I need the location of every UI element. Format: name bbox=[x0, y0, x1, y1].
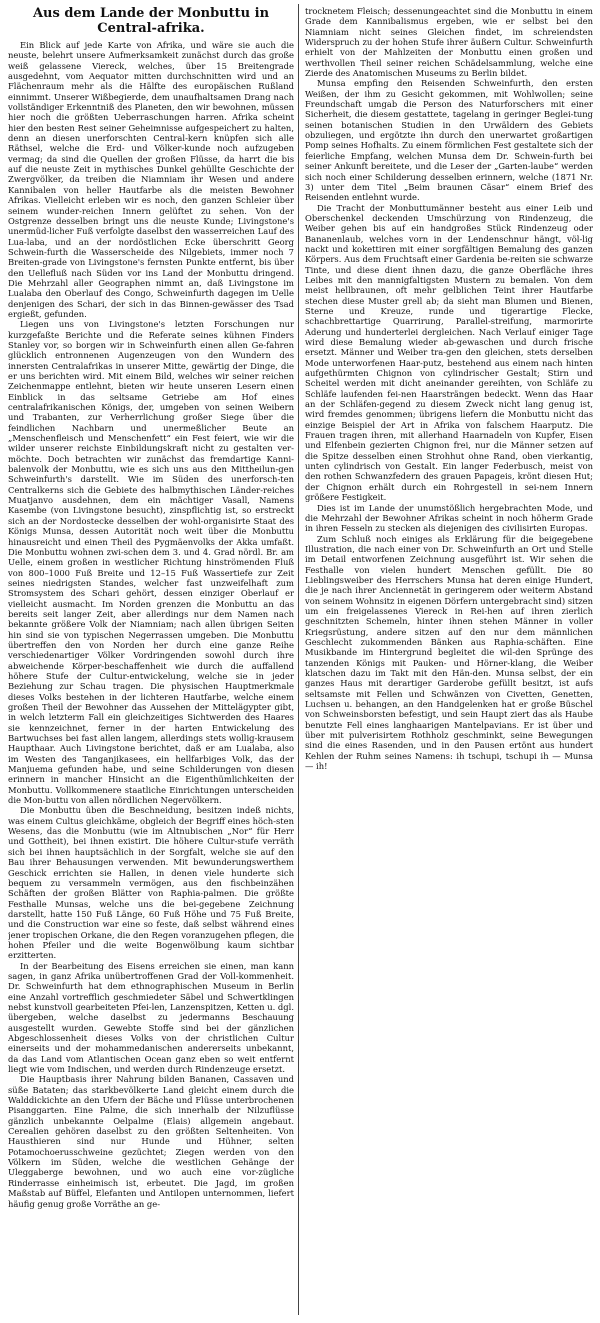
paragraph: Ein Blick auf jede Karte von Afrika, und wäre sie auch die neuste, belehrt unsere Aufmerksamkeit zunächst durch das große weiß gelassene Viereck, welches, über 15 Breitengrade ausgedehnt, vom Aequator mitten durchschnitten wird und an Flächenraum mehr als die Hälfte des europäischen Rußland einnimmt. Unserer Wißbegierde, dem unaufhaltsamen Drang nach vollständiger Erkenntniß des Planeten, den wir bewohnen, müssen hier noch die größten Ueberraschungen harren. Afrika scheint hier den besten Rest seiner Geheimnisse aufgespeichert zu halten, denn an diesen unerforschten Central-kern knüpfen sich alle Räthsel, welche die Erd- und Völker-kunde noch aufzugeben vermag; da sind die Quellen der großen Flüsse, da harrt die bis auf die neuste Zeit in mythisches Dunkel gehüllte Geschichte der Zwergvölker, da treiben die Niamniam ihr Wesen und andere Kannibalen von heller Hautfarbe als die meisten Bewohner Afrikas. Vielleicht erleben wir es noch, den ganzen Schleier über seinem wunder-reichen Innern gelüftet zu sehen. Von der Ostgrenze desselben bringt uns die neuste Kunde; Livingstone's unermüd-licher Fuß verfolgte daselbst den wasserreichen Lauf des Lua-laba, und an der nordöstlichen Ecke überschritt Georg Schwein-furth die Wasserscheide des Nilgebiets, immer noch 7 Breiten-grade von Livingstone's fernsten Punkte entfernt, bis über den Uellefluß nach Süden vor ins Land der Monbuttu dringend. Die Mehrzahl aller Geographen nimmt an, daß Livingstone im Lualaba den Oberlauf des Congo, Schweinfurth dagegen im Uelle denjenigen des Schari, der sich in das Binnen-gewässer des Tsad ergießt, gefunden. bbox=[8, 40, 294, 319]
article-title: Aus dem Lande der Monbuttu in Central-afrika. bbox=[32, 6, 270, 36]
paragraph: Dies ist im Lande der unumstößlich hergebrachten Mode, und die Mehrzahl der Bewohner Afrikas scheint in noch höherm Grade in ihren Fesseln zu stecken als diejenigen des civilisirten Europas. bbox=[305, 502, 593, 534]
column-divider bbox=[298, 4, 299, 1315]
right-column bbox=[305, 6, 593, 1316]
paragraph: Die Tracht der Monbuttumänner besteht aus einer Leib und Oberschenkel deckenden Umschürzung von Rindenzeug, die Weiber gehen bis auf ein handgroßes Stück Rindenzeug oder Bananenlaub, welches vorn in der Lendenschnur hängt, völ-lig nackt und kokettiren mit einer sorgfältigen Bemalung des ganzen Körpers. Aus dem Fruchtsaft einer Gardenia be-reiten sie schwarze Tinte, und diese dient ihnen dazu, die ganze Oberfläche ihres Leibes mit den mannigfaltigsten Mustern zu bemalen. Von dem meist hellbraunen, oft mehr gelblichen Teint ihrer Hautfarbe stechen diese Muster grell ab; da sieht man Blumen und Bienen, Sterne und Kreuze, runde und tigerartige Flecke, schachbrettartige Quarrirung, Parallel-streifung, marmorirte Aderung und hunderterlei dergleichen. Nach Verlauf einiger Tage wird diese Bemalung wieder ab-gewaschen und durch frische ersetzt. Männer und Weiber tra-gen den gleichen, stets derselben Mode unterworfenen Haar-putz, bestehend aus einem nach hinten aufgethürmten Chignon von cylindrischer Gestalt; Stirn und Scheitel werden mit dicht aneinander gereihten, von Schläfe zu Schläfe laufenden fei-nen Haarsträngen bedeckt. Wenn das Haar an der Schläfen-gegend zu diesem Zweck nicht lang genug ist, wird fremdes genommen; übrigens liefern die Monbuttu nicht das einzige Beispiel der Art in Afrika von falschem Haarputz. Die Frauen tragen ihren, mit allerhand Haarnadeln von Kupfer, Eisen und Elfenbein gezierten Chignon frei, nur die Männer setzen auf die Spitze desselben einen Strohhut ohne Rand, oben vierkantig, unten cylindrisch von Gestalt. Ein langer Federbusch, meist von den rothen Schwanzfedern des grauen Papageis, krönt diesen Hut; der Chignon erhält durch ein Rohrgestell in sei-nem Innern größere Festigkeit. bbox=[305, 202, 593, 503]
paragraph: Liegen uns von Livingstone's letzten Forschungen nur kurzgefaßte Berichte und die Referate seines kühnen Finders Stanley vor, so borgen wir in Schweinfurth einen allen Ge-fahren glücklich entronnenen Augenzeugen von den Wundern des innersten Centralafrikas in unserer Mitte, gewärtig der Dinge, die er uns berichten wird. Mit einem Bild, welches wir seiner reichen Zeichenmappe entlehnt, bieten wir heute unseren Lesern einen Einblick in das seltsame Getriebe am Hof eines centralafrikanischen Königs, der, umgeben von seinen Weibern und Trabanten, zur Verherrlichung großer Siege über die feindlichen Nachbarn und unermeßlicher Beute an „Menschenfleisch und Menschenfett“ ein Fest feiert, wie wir die wilder unserer reichste Einbildungskraft nicht zu gestalten ver-möchte. Doch betrachten wir zunächst das fremdartige Kanni-balenvolk der Monbuttu, wie es sich uns aus den Mittheilun-gen Schweinfurth's darstellt. Wie im Süden des unerforsch-ten Centralkerns sich die Gebiete des halbmythischen Länder-reiches Muatjanvo ausdehnen, dem ein mächtiger Vasall, Namens Kasembe (von Livingstone besucht), zinspflichtig ist, so erstreckt sich an der Nordostecke desselben der wohl-organisirte Staat des Königs Munsa, dessen Autorität noch weit über die Monbuttu hinausreicht und einen Theil des Pygmäenvolks der Akka umfaßt. Die Monbuttu wohnen zwi-schen dem 3. und 4. Grad nördl. Br. am Uelle, einem großen in westlicher Richtung hinströmenden Fluß von 800–1000 Fuß Breite und 12–15 Fuß Wassertiefe zur Zeit seines niedrigsten Standes, welcher fast unzweifelhaft zum Stromsystem des Schari gehört, dessen einziger Oberlauf er vielleicht ausmacht. Im Norden grenzen die Monbuttu an das bereits seit langer Zeit, aber allerdings nur dem Namen nach bekannte größere Volk der Niamniam; nach allen übrigen Seiten hin sind sie von typischen Negerrassen umgeben. Die Monbuttu übertreffen den von Norden her durch eine ganze Reihe verschiedenartiger Völker Vordringenden sowohl durch ihre abweichende Körper-beschaffenheit wie durch die auffallend höhere Stufe der Cultur-entwickelung, welche sie in jeder Beziehung zur Schau tragen. Die physischen Hauptmerkmale dieses Volks bestehen in der lichteren Hautfarbe, welche einem großen Theil der Bewohner das Aussehen der Mittelägypter gibt, in welch letzterm Fall ein gleichzeitiges Sichtwerden des Haares sie kennzeichnet, ferner in der harten Entwickelung des Bartwuchses bei fast allen langem, allerdings stets wollig-krausem Haupthaar. Auch Livingstone berichtet, daß er am Lualaba, also im Westen des Tanganjikasees, ein hellfarbiges Volk, das der Manjuema gefunden habe, und seine Schilderungen von diesen erinnern in mancher Hinsicht an die Eigenthümlichkeiten der Monbuttu. Vollkommenere staatliche Einrichtungen unterscheiden die Mon-buttu von allen nördlichen Negervölkern. bbox=[8, 319, 294, 806]
paragraph: Munsa empfing den Reisenden Schweinfurth, den ersten Weißen, der ihm zu Gesicht gekommen, mit Wohlwollen; seine Freundschaft umgab die Person des Naturforschers mit einer Sicherheit, die diesem gestattete, tagelang in geringer Beglei-tung seinen botanischen Studien in den Urwäldern des Gebiets obzuliegen, und ergötzte ihn durch den unerwartet großartigen Pomp seines Hofhalts. Zu einem förmlichen Fest gestaltete sich der feierliche Empfang, welchen Munsa dem Dr. Schwein-furth bei seiner Ankunft bereitete, und die Leser der „Garten-laube“ werden sich noch einer Schilderung desselben erinnern, welche (1871 Nr. 3) unter dem Titel „Beim braunen Cäsar“ einem Brief des Reisenden entlehnt wurde. bbox=[305, 78, 593, 203]
left-column bbox=[8, 6, 294, 1316]
paragraph: Zum Schluß noch einiges als Erklärung für die beigegebene Illustration, die nach einer von Dr. Schweinfurth an Ort und Stelle im Detail entworfenen Zeichnung ausgeführt ist. Wir sehen die Festhalle von vielen hundert Menschen gefüllt. Die 80 Lieblingsweiber des Herrschers Munsa hat deren einige Hundert, die je nach ihrer Anciennetät in geringerem oder weiterm Abstand von seinem Wohnsitz in eigenen Dörfern untergebracht sind) sitzen um ein freigelassenes Viereck in Rei-hen auf ihren zierlich geschnitzten Schemeln, hinter ihnen stehen Männer in voller Kriegsrüstung, andere sitzen auf den nur dem männlichen Geschlecht zukommenden Bänken aus Raphia-schäften. Eine Musikbande im Hintergrund begleitet die wil-den Sprünge des tanzenden Königs mit Pauken- und Hörner-klang, die Weiber klatschen dazu im Takt mit den Hän-den. Munsa selbst, der ein ganzes Haus mit derartiger Garderobe gefüllt besitzt, ist aufs seltsamste mit Fellen und Schwänzen von Civetten, Genetten, Luchsen u. behangen, an den Handgelenken hat er große Büschel von Schweinsborsten befestigt, und sein Haupt ziert das als Haube benutzte Fell eines langhaarigen Mantelpavians. Er ist über und über mit pulverisirtem Rothholz geschminkt, seine Bewegungen sind die eines Rasenden, und in den Pausen ertönt aus hundert Kehlen der Ruhm seines Namens: ih tschupi, tschupi ih — Munsa — ih! bbox=[305, 533, 593, 772]
paragraph: In der Bearbeitung des Eisens erreichen sie einen, man kann sagen, in ganz Afrika unübertroffenen Grad der Voll-kommenheit. Dr. Schweinfurth hat dem ethnographischen Museum in Berlin eine Anzahl vortrefflich geschmiedeter Säbel und Schwertklingen nebst kunstvoll gearbeiteten Pfei-len, Lanzenspitzen, Ketten u. dgl. übergeben, welche daselbst zu jedermanns Beschauung ausgestellt wurden. Gewebte Stoffe sind bei der gänzlichen Abgeschlossenheit dieses Volks von der christlichen Cultur einerseits und der mohammedanischen andererseits unbekannt, da das Land vom Atlantischen Ocean ganz eben so weit entfernt liegt wie vom Indischen, und werden durch Rindenzeuge ersetzt. bbox=[8, 960, 294, 1075]
paragraph: trocknetem Fleisch; dessenungeachtet sind die Monbuttu in einem Grade dem Kannibalismus ergeben, wie er selbst bei den Niamniam nicht seines Gleichen findet, im schreiendsten Widerspruch zu der hohen Stufe ihrer äußern Cultur. Schweinfurth erhielt von der Mahlzeiten der Monbuttu einen großen und werthvollen Theil seiner reichen Schädelsammlung, welche eine Zierde des Anatomischen Museums zu Berlin bildet. bbox=[305, 6, 593, 79]
paragraph: Die Hauptbasis ihrer Nahrung bilden Bananen, Cassaven und süße Bataten; das starkbevölkerte Land gleicht einem durch die Walddickichte an den Ufern der Bäche und Flüsse unterbrochenen Pisanggarten. Eine Palme, die sich innerhalb der Nilzuflüsse gänzlich unbekannte Oelpalme (Elais) allgemein angebaut. Cerealien gehören daselbst zu den größten Seltenheiten. Von Hausthieren sind nur Hunde und Hühner, selten Potamochoerusschweine gezüchtet; Ziegen werden von den Völkern im Süden, welche die westlichen Gehänge der Uleggaberge bewohnen, und wo auch eine vor-zügliche Rinderrasse einheimisch ist, erbeutet. Die Jagd, im großen Maßstab auf Büffel, Elefanten und Antilopen unternommen, liefert häufig genug große Vorräthe an ge- bbox=[8, 1074, 294, 1209]
paragraph: Die Monbuttu üben die Beschneidung, besitzen indeß nichts, was einem Cultus gleichkäme, obgleich der Begriff eines höch-sten Wesens, das die Monbuttu (wie im Altnubischen „Nor“ für Herr und Gottheit), bei ihnen existirt. Die höhere Cultur-stufe verräth sich bei ihnen hauptsächlich in der Sorgfalt, welche sie auf den Bau ihrer Behausungen verwenden. Mit bewunderungswerthem Geschick errichten sie Hallen, in denen viele hunderte sich bequem zu versammeln vermögen, aus den fischbeinzähen Schäften der großen Blätter von Raphia-palmen. Die größte Festhalle Munsas, welche uns die bei-gegebene Zeichnung darstellt, hatte 150 Fuß Länge, 60 Fuß Höhe und 75 Fuß Breite, und die Construction war eine so feste, daß selbst während eines jener tropischen Orkane, die den Regen voranzugehen pflegen, die hohen Pfeiler und die weite Bogenwölbung kaum sichtbar erzitterten. bbox=[8, 805, 294, 961]
